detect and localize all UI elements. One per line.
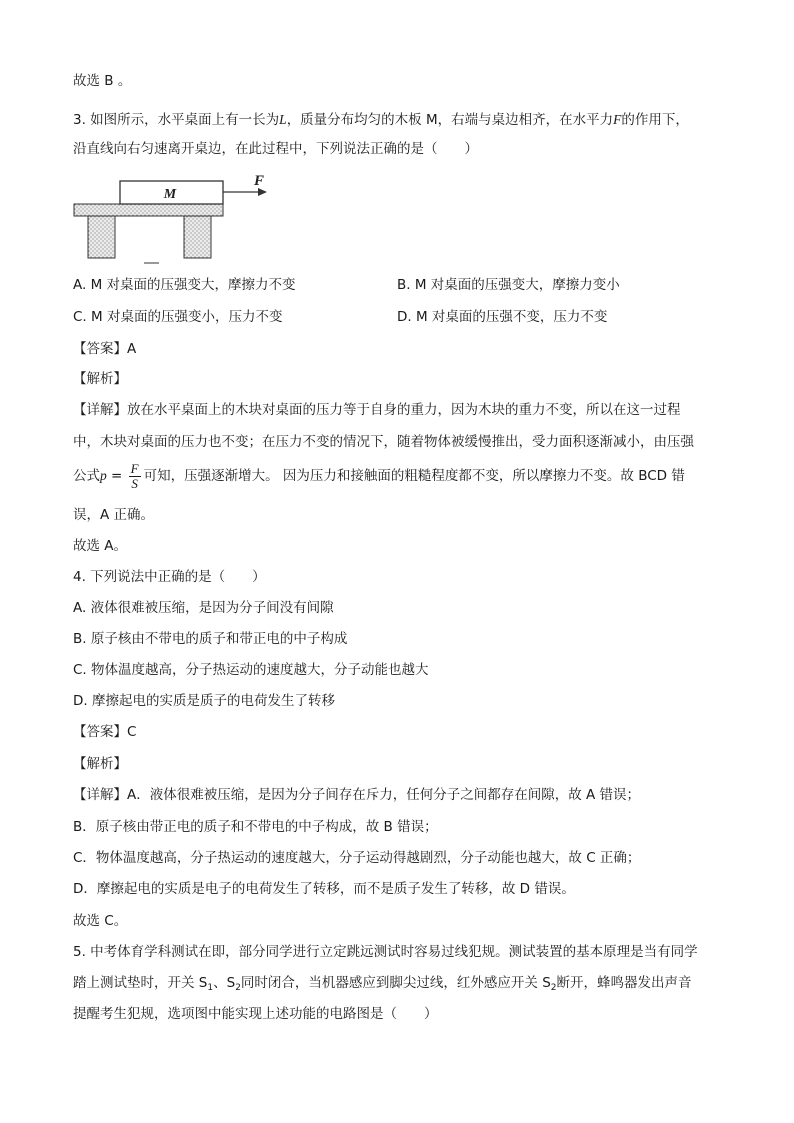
q4-option-b: B. 原子核由不带电的质子和带正电的中子构成 — [73, 631, 348, 647]
q5-stem-line2: 踏上测试垫时，开关 $S_1$、$S_2$同时闭合，当机器感应到脚尖过线，红外感应开关 $S_2$断开，蜂鸣器发出声音 — [73, 975, 692, 993]
q3-option-c: C. M 对桌面的压强变小，压力不变 — [73, 309, 283, 325]
q4-stem: 4. 下列说法中正确的是（ ） — [73, 569, 266, 585]
q4-option-a: A. 液体很难被压缩，是因为分子间没有间隙 — [73, 600, 334, 616]
q4-option-c: C. 物体温度越高，分子热运动的速度越大，分子动能也越大 — [73, 662, 429, 678]
q5-stem-line3: 提醒考生犯规，选项图中能实现上述功能的电路图是（ ） — [73, 1006, 438, 1022]
q5-stem-line1: 5. 中考体育学科测试在即，部分同学进行立定跳远测试时容易过线犯规。测试装置的基本原理是当有同学 — [73, 944, 698, 960]
q3-figure — [72, 170, 287, 268]
q3-option-b: B. M 对桌面的压强变大，摩擦力变小 — [397, 277, 620, 293]
q3-answer: 【答案】A — [73, 341, 137, 357]
q3-option-d: D. M 对桌面的压强不变，压力不变 — [397, 309, 608, 325]
q3-conclusion: 故选 A。 — [73, 538, 128, 554]
q3-stem-line2: 沿直线向右匀速离开桌边，在此过程中，下列说法正确的是（ ） — [73, 141, 478, 157]
q4-detail-line2: B．原子核由带正电的质子和不带电的中子构成，故 B 错误； — [73, 819, 438, 835]
q3-detail-line1: 【详解】放在水平桌面上的木块对桌面的压力等于自身的重力，因为木块的重力不变，所以在这一过程 — [73, 402, 681, 418]
q3-detail-line2: 中，木块对桌面的压力也不变；在压力不变的情况下，随着物体被缓慢推出，受力面积逐渐减小，由压强 — [73, 434, 694, 450]
table-top — [74, 204, 223, 216]
prev-conclusion: 故选 B 。 — [73, 73, 132, 89]
q4-analysis-label: 【解析】 — [73, 756, 127, 772]
force-arrowhead — [258, 188, 267, 196]
board-label: M — [163, 187, 177, 202]
table-leg-right — [184, 216, 211, 258]
q3-option-a: A. M 对桌面的压强变大，摩擦力不变 — [73, 277, 296, 293]
pressure-fraction: $\frac{F}{S}$ — [130, 460, 139, 491]
force-label: F — [254, 173, 265, 189]
q4-detail-line1: 【详解】A．液体很难被压缩，是因为分子间存在斥力，任何分子之间都存在间隙，故 A 错误； — [73, 787, 641, 803]
q4-detail-line4: D．摩擦起电的实质是电子的电荷发生了转移，而不是质子发生了转移，故 D 错误。 — [73, 881, 575, 897]
q3-stem-line1: 3. 如图所示，水平桌面上有一长为L，质量分布均匀的木板 M，右端与桌边相齐，在水平力F的作用下， — [73, 112, 689, 128]
q4-option-d: D. 摩擦起电的实质是质子的电荷发生了转移 — [73, 693, 335, 709]
q3-analysis-label: 【解析】 — [73, 371, 127, 387]
q3-detail-line4: 误，A 正确。 — [73, 507, 155, 523]
q4-detail-line3: C．物体温度越高，分子热运动的速度越大，分子运动得越剧烈，分子动能也越大，故 C 正确； — [73, 850, 641, 866]
table-leg-left — [88, 216, 115, 258]
q3-detail-line3: 公式p = $\frac{F}{S}$ 可知，压强逐渐增大。 因为压力和接触面的粗糙程度都不变，所以摩擦力不变。故 BCD 错 — [73, 460, 685, 491]
q4-conclusion: 故选 C。 — [73, 913, 128, 929]
q4-answer: 【答案】C — [73, 724, 137, 740]
